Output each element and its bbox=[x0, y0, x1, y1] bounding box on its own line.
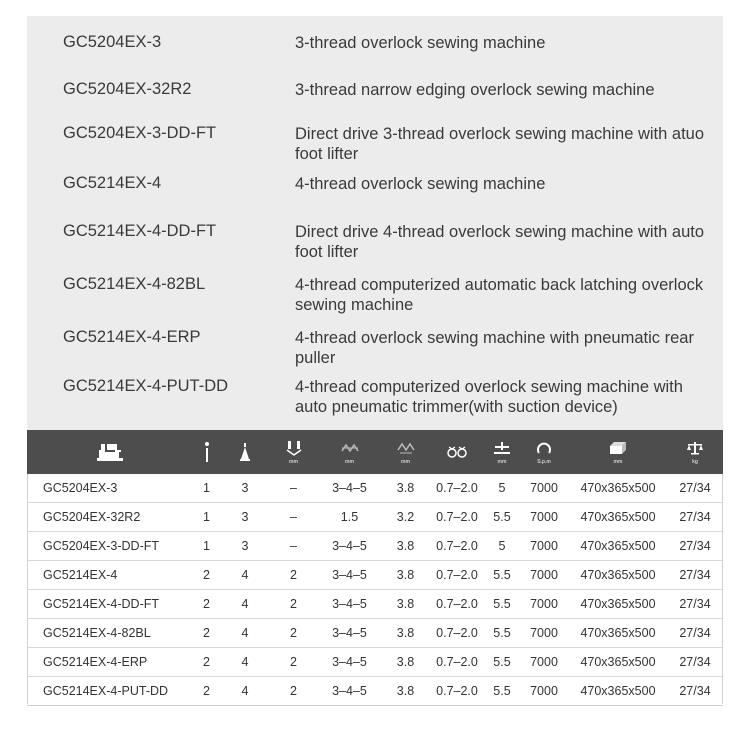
cell-package-size: 470x365x500 bbox=[569, 503, 667, 532]
cell-stitch-length: 0.7–2.0 bbox=[429, 677, 485, 706]
description-text: 4-thread computerized automatic back latching overlock sewing machine bbox=[295, 276, 704, 314]
cell-stitch-length: 0.7–2.0 bbox=[429, 619, 485, 648]
header-weight bbox=[667, 430, 723, 474]
header-feed-dog bbox=[382, 430, 429, 474]
header-needle bbox=[193, 430, 220, 474]
table-body bbox=[27, 474, 723, 706]
header-model bbox=[27, 430, 193, 474]
cell-stitch-length: 0.7–2.0 bbox=[429, 474, 485, 503]
cell-foot-lift: 5.5 bbox=[485, 648, 519, 677]
cell-needles: 2 bbox=[193, 619, 220, 648]
cell-needles: 2 bbox=[193, 590, 220, 619]
cell-differential-feed: 3–4–5 bbox=[317, 677, 382, 706]
cell-package-size: 470x365x500 bbox=[569, 619, 667, 648]
description-text: 3-thread overlock sewing machine bbox=[295, 34, 546, 52]
cell-speed: 7000 bbox=[519, 619, 569, 648]
unit-label: mm bbox=[497, 458, 507, 465]
cell-foot-lift: 5 bbox=[485, 532, 519, 561]
cell-model: GC5214EX-4-ERP bbox=[27, 648, 193, 677]
description-model: GC5214EX-4 bbox=[63, 174, 162, 192]
description-text: 4-thread computerized overlock sewing machine with auto pneumatic trimmer(with suction device) bbox=[295, 378, 683, 416]
cell-needles: 2 bbox=[193, 677, 220, 706]
cell-differential-feed: 3–4–5 bbox=[317, 590, 382, 619]
description-text: 4-thread overlock sewing machine with pneumatic rear puller bbox=[295, 329, 694, 367]
cell-foot-lift: 5.5 bbox=[485, 677, 519, 706]
cell-differential-feed: 3–4–5 bbox=[317, 474, 382, 503]
cell-weight: 27/34 bbox=[667, 474, 723, 503]
stitch-length-icon bbox=[444, 445, 470, 459]
specification-table bbox=[27, 430, 723, 706]
thread-cone-icon bbox=[238, 441, 252, 463]
cell-needles: 1 bbox=[193, 474, 220, 503]
cell-feed: 3.8 bbox=[382, 648, 429, 677]
description-model: GC5214EX-4-PUT-DD bbox=[63, 377, 229, 395]
cell-feed: 3.8 bbox=[382, 590, 429, 619]
description-model: GC5204EX-3 bbox=[63, 33, 162, 51]
unit-label: S.p.m bbox=[537, 458, 551, 465]
cell-feed: 3.8 bbox=[382, 677, 429, 706]
cell-feed: 3.2 bbox=[382, 503, 429, 532]
cell-foot-lift: 5 bbox=[485, 474, 519, 503]
cell-model: GC5204EX-3 bbox=[27, 474, 193, 503]
cell-stitch-length: 0.7–2.0 bbox=[429, 590, 485, 619]
cell-weight: 27/34 bbox=[667, 619, 723, 648]
cell-weight: 27/34 bbox=[667, 648, 723, 677]
cell-stitch-length: 0.7–2.0 bbox=[429, 648, 485, 677]
table-row bbox=[27, 561, 723, 590]
cell-package-size: 470x365x500 bbox=[569, 474, 667, 503]
cell-feed: 3.8 bbox=[382, 619, 429, 648]
cell-model: GC5214EX-4-DD-FT bbox=[27, 590, 193, 619]
cell-weight: 27/34 bbox=[667, 532, 723, 561]
cell-model: GC5214EX-4-PUT-DD bbox=[27, 677, 193, 706]
cell-foot-lift: 5.5 bbox=[485, 503, 519, 532]
header-package-size bbox=[569, 430, 667, 474]
cell-differential-feed: 3–4–5 bbox=[317, 619, 382, 648]
cell-weight: 27/34 bbox=[667, 503, 723, 532]
presser-foot-lift-icon bbox=[493, 441, 511, 455]
description-text: Direct drive 4-thread overlock sewing machine with auto foot lifter bbox=[295, 223, 705, 261]
cell-stitch-width: 2 bbox=[270, 677, 317, 706]
unit-label: mm bbox=[345, 458, 354, 465]
table-row bbox=[27, 648, 723, 677]
cell-foot-lift: 5.5 bbox=[485, 590, 519, 619]
cell-feed: 3.8 bbox=[382, 561, 429, 590]
cell-threads: 4 bbox=[220, 677, 270, 706]
cell-stitch-width: 2 bbox=[270, 561, 317, 590]
description-text: 4-thread overlock sewing machine bbox=[295, 175, 546, 193]
cell-model: GC5204EX-3-DD-FT bbox=[27, 532, 193, 561]
cell-threads: 4 bbox=[220, 590, 270, 619]
table-header-row bbox=[27, 430, 723, 474]
cell-stitch-width: – bbox=[270, 503, 317, 532]
cell-speed: 7000 bbox=[519, 648, 569, 677]
cell-feed: 3.8 bbox=[382, 532, 429, 561]
cell-package-size: 470x365x500 bbox=[569, 677, 667, 706]
cell-package-size: 470x365x500 bbox=[569, 532, 667, 561]
cell-foot-lift: 5.5 bbox=[485, 619, 519, 648]
header-speed bbox=[519, 430, 569, 474]
package-box-icon bbox=[608, 441, 628, 455]
cell-differential-feed: 3–4–5 bbox=[317, 532, 382, 561]
cell-package-size: 470x365x500 bbox=[569, 561, 667, 590]
table-row bbox=[27, 590, 723, 619]
header-presser-foot-lift bbox=[485, 430, 519, 474]
header-stitch-length bbox=[429, 430, 485, 474]
cell-threads: 4 bbox=[220, 561, 270, 590]
table-row bbox=[27, 503, 723, 532]
cell-package-size: 470x365x500 bbox=[569, 648, 667, 677]
cell-stitch-width: 2 bbox=[270, 619, 317, 648]
cell-speed: 7000 bbox=[519, 590, 569, 619]
weight-scale-icon bbox=[685, 441, 705, 455]
description-text: Direct drive 3-thread overlock sewing machine with atuo foot lifter bbox=[295, 125, 705, 163]
table-row bbox=[27, 677, 723, 706]
unit-label: kg bbox=[692, 458, 698, 465]
cell-package-size: 470x365x500 bbox=[569, 590, 667, 619]
cell-needles: 1 bbox=[193, 532, 220, 561]
speed-gauge-icon bbox=[536, 441, 552, 455]
description-model: GC5204EX-32R2 bbox=[63, 80, 192, 98]
unit-label: mm bbox=[613, 458, 623, 465]
sewing-machine-icon bbox=[95, 441, 125, 463]
cell-speed: 7000 bbox=[519, 474, 569, 503]
cell-feed: 3.8 bbox=[382, 474, 429, 503]
cell-threads: 3 bbox=[220, 474, 270, 503]
cell-model: GC5214EX-4 bbox=[27, 561, 193, 590]
cell-threads: 4 bbox=[220, 648, 270, 677]
cell-stitch-length: 0.7–2.0 bbox=[429, 532, 485, 561]
cell-stitch-length: 0.7–2.0 bbox=[429, 561, 485, 590]
cell-needles: 2 bbox=[193, 648, 220, 677]
needle-icon bbox=[203, 441, 211, 463]
cell-speed: 7000 bbox=[519, 503, 569, 532]
description-model: GC5204EX-3-DD-FT bbox=[63, 124, 217, 142]
cell-stitch-width: – bbox=[270, 532, 317, 561]
cell-threads: 3 bbox=[220, 532, 270, 561]
cell-model: GC5204EX-32R2 bbox=[27, 503, 193, 532]
cell-stitch-width: – bbox=[270, 474, 317, 503]
cell-needles: 1 bbox=[193, 503, 220, 532]
cell-stitch-width: 2 bbox=[270, 590, 317, 619]
description-model: GC5214EX-4-ERP bbox=[63, 328, 201, 346]
table-row bbox=[27, 619, 723, 648]
table-row bbox=[27, 474, 723, 503]
cell-speed: 7000 bbox=[519, 677, 569, 706]
feed-dog-icon bbox=[396, 442, 416, 454]
cell-threads: 3 bbox=[220, 503, 270, 532]
cell-stitch-length: 0.7–2.0 bbox=[429, 503, 485, 532]
differential-feed-icon bbox=[340, 442, 360, 454]
cell-weight: 27/34 bbox=[667, 590, 723, 619]
cell-speed: 7000 bbox=[519, 532, 569, 561]
description-model: GC5214EX-4-82BL bbox=[63, 275, 206, 293]
cell-model: GC5214EX-4-82BL bbox=[27, 619, 193, 648]
table-row bbox=[27, 532, 723, 561]
cell-speed: 7000 bbox=[519, 561, 569, 590]
unit-label: mm bbox=[401, 458, 410, 465]
unit-label: mm bbox=[289, 458, 298, 465]
cell-weight: 27/34 bbox=[667, 561, 723, 590]
cell-differential-feed: 3–4–5 bbox=[317, 648, 382, 677]
cell-needles: 2 bbox=[193, 561, 220, 590]
header-stitch-width bbox=[270, 430, 317, 474]
description-text: 3-thread narrow edging overlock sewing machine bbox=[295, 81, 655, 99]
cell-threads: 4 bbox=[220, 619, 270, 648]
cell-stitch-width: 2 bbox=[270, 648, 317, 677]
cell-weight: 27/34 bbox=[667, 677, 723, 706]
cell-differential-feed: 1.5 bbox=[317, 503, 382, 532]
header-thread bbox=[220, 430, 270, 474]
header-differential-feed bbox=[317, 430, 382, 474]
description-model: GC5214EX-4-DD-FT bbox=[63, 222, 217, 240]
model-description-panel bbox=[27, 16, 723, 430]
cell-differential-feed: 3–4–5 bbox=[317, 561, 382, 590]
stitch-width-icon bbox=[285, 440, 303, 456]
cell-foot-lift: 5.5 bbox=[485, 561, 519, 590]
